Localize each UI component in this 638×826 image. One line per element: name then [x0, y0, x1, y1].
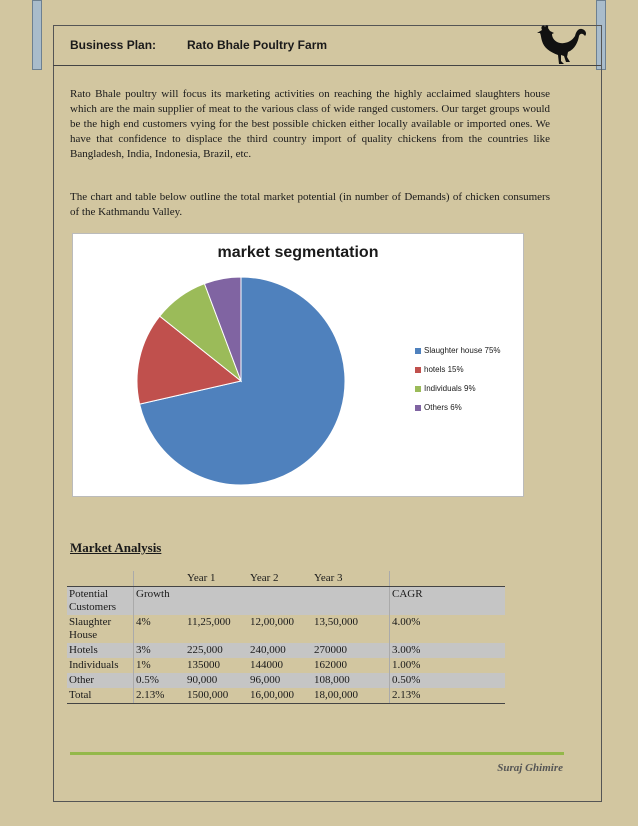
table-cell: 4.00%	[390, 615, 506, 643]
legend-label: Others 6%	[424, 403, 462, 412]
table-cell: 12,00,000	[250, 616, 294, 628]
table-cell: Individuals	[69, 659, 119, 671]
market-analysis-table	[67, 571, 505, 704]
table-cell: 3%	[134, 643, 186, 658]
table-cell: Hotels	[67, 643, 134, 658]
rooster-icon	[528, 24, 588, 68]
pie-chart	[72, 233, 524, 497]
intro-paragraph: Rato Bhale poultry will focus its marketing activities on reaching the highly acclaimed slaughters house which are the main supplier of meat to the various class of wide ranged customers. Our target groups would be the high end customers vying for the best possible chicken either locally available or imported ones. We have that confidence to displace the third country import of quality chickens from the countries like Bangladesh, India, Indonesia, Brazil, etc.	[70, 88, 550, 160]
table-cell: 18,00,000	[312, 688, 390, 704]
table-row	[67, 643, 505, 658]
table-cell: 135000	[187, 659, 220, 671]
legend-swatch	[415, 405, 421, 411]
left-header-tab	[32, 0, 42, 70]
chart-title: market segmentation	[217, 244, 379, 261]
table-year-row	[67, 571, 505, 587]
table-row	[67, 688, 505, 704]
table-cell: 3.00%	[390, 643, 506, 658]
table-row	[67, 673, 505, 688]
year-3-header: Year 3	[312, 571, 390, 587]
legend-swatch	[415, 348, 421, 354]
market-analysis-heading: Market Analysis	[70, 540, 162, 555]
table-cell: 96,000	[248, 673, 312, 688]
footer-divider	[70, 752, 564, 755]
table-cell: 0.50%	[390, 673, 506, 688]
year-1-header: Year 1	[185, 571, 248, 587]
table-cell: Total	[67, 688, 134, 704]
footer-author: Suraj Ghimire	[497, 762, 563, 774]
table-cell: 90,000	[185, 673, 248, 688]
table-cell: 240,000	[248, 643, 312, 658]
header-divider	[53, 65, 601, 66]
legend-swatch	[415, 367, 421, 373]
growth-header: Growth	[134, 587, 186, 616]
potential-customers-header: Potential Customers	[67, 587, 134, 616]
table-cell: 1500,000	[185, 688, 248, 704]
chart-intro-paragraph: The chart and table below outline the total market potential (in number of Demands) of chicken consumers of the Kathmandu Valley.	[70, 191, 550, 218]
table-header-row	[67, 587, 505, 616]
year-2-header: Year 2	[248, 571, 312, 587]
table-cell: 0.5%	[134, 673, 186, 688]
legend-label: hotels 15%	[424, 365, 464, 374]
table-cell: 144000	[250, 659, 283, 671]
table-cell: 2.13%	[390, 688, 506, 704]
legend-label: Individuals 9%	[424, 384, 476, 393]
header-label: Business Plan:	[70, 38, 157, 52]
table-cell: 13,50,000	[314, 616, 358, 628]
table-cell: 270000	[312, 643, 390, 658]
table-cell: 225,000	[185, 643, 248, 658]
table-cell: 108,000	[312, 673, 390, 688]
legend-label: Slaughter house 75%	[424, 346, 501, 355]
table-cell: Other	[67, 673, 134, 688]
table-cell: 2.13%	[134, 688, 186, 704]
table-cell: 4%	[134, 615, 186, 643]
table-row	[67, 658, 505, 673]
table-cell: 16,00,000	[248, 688, 312, 704]
cagr-header: CAGR	[390, 587, 506, 616]
header-title: Rato Bhale Poultry Farm	[187, 38, 328, 52]
table-cell: 11,25,000	[187, 616, 231, 628]
table-cell: 1%	[134, 658, 186, 673]
table-row	[67, 615, 505, 643]
table-cell: Slaughter House	[69, 616, 112, 641]
legend-swatch	[415, 386, 421, 392]
table-cell: 1.00%	[390, 658, 506, 673]
table-cell: 162000	[314, 659, 347, 671]
